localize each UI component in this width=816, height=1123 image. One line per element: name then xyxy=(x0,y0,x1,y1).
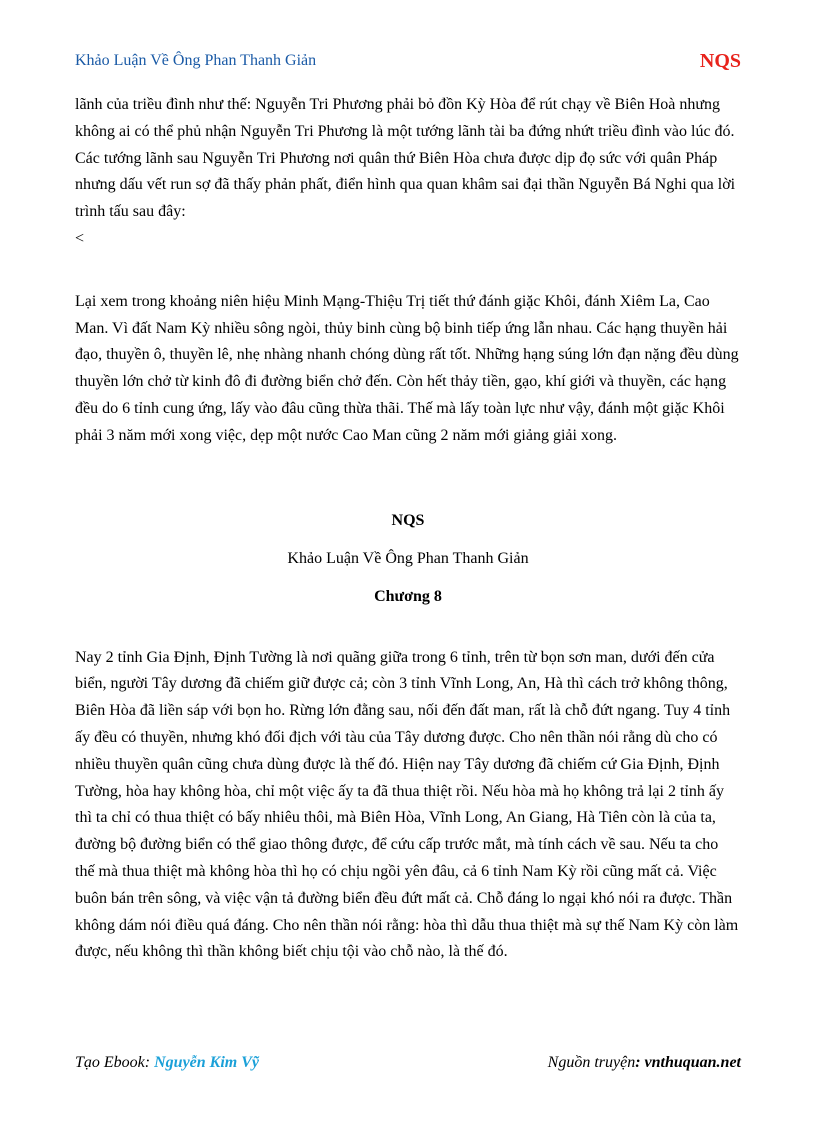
footer-separator: : xyxy=(144,1054,155,1071)
page-content xyxy=(75,92,741,966)
body-paragraph: Nay 2 tỉnh Gia Định, Định Tường là nơi quãng giữa trong 6 tỉnh, trên từ bọn sơn man, dưới đến cửa biển, người Tây dương đã chiếm giữ được cả; còn 3 tỉnh Vĩnh Long, An, Hà thì cách trở không thông, Biên Hòa đã liền sáp với bọn ho. Rừng lớn đằng sau, nối đến đất man, rất là chỗ đứt ngang. Tuy 4 tỉnh ấy đều có thuyền, nhưng khó đối địch với tàu của Tây dương được. Cho nên thần nói rằng dù cho có nhiều thuyền quân cũng chưa dùng được là thế đó. Hiện nay Tây dương đã chiếm cứ Gia Định, Định Tường, hòa hay không hòa, chỉ một việc ấy ta đã thua thiệt rồi. Nếu hòa mà họ không trả lại 2 tỉnh ấy thì ta chỉ có thua thiệt có bấy nhiêu thôi, mà Biên Hòa, Vĩnh Long, An Giang, Hà Tiên còn là của ta, đường bộ đường biển có thể giao thông được, để cứu cấp trước mắt, mà tính cách về sau. Nếu ta cho thế mà thua thiệt mà không hòa thì họ có chịu ngồi yên đâu, cả 6 tỉnh Nam Kỳ rồi cũng mất cả. Việc buôn bán trên sông, và việc vận tả đường biển đều đứt mất cả. Chỗ đáng lo ngại khó nói ra được. Thần không dám nói điều quá đáng. Cho nên thần nói rằng: hòa thì dẫu thua thiệt mà sự thế Nam Kỳ còn làm được, nếu không thì thần không biết chịu tội vào chỗ nào, là thế đó. xyxy=(75,648,739,961)
footer-ebook-label: Tạo Ebook xyxy=(75,1054,145,1071)
quote-marker: < xyxy=(75,229,85,247)
chapter-title: Chương 8 xyxy=(374,587,442,605)
body-paragraph: Lại xem trong khoảng niên hiệu Minh Mạng-Thiệu Trị tiết thứ đánh giặc Khôi, đánh Xiêm La, Cao Man. Vì đất Nam Kỳ nhiều sông ngòi, thủy binh cùng bộ binh tiếp ứng lẫn nhau. Các hạng thuyền hải đạo, thuyền ô, thuyền lê, nhẹ nhàng nhanh chóng dùng rất tốt. Những hạng súng lớn đạn nặng đều dùng thuyền lớn chở từ kinh đô đi đường biển chở đến. Còn hết thảy tiền, gạo, khí giới và thuyền, các hạng đều do 6 tỉnh cung ứng, lấy vào đâu cũng thừa thãi. Thế mà lấy toàn lực như vậy, đánh một giặc Khôi phải 3 năm mới xong việc, dẹp một nước Cao Man cũng 2 năm mới giảng giải xong. xyxy=(75,292,739,444)
footer-source-site[interactable]: vnthuquan.net xyxy=(644,1054,741,1071)
page-header xyxy=(75,50,741,78)
chapter-heading xyxy=(75,511,741,607)
footer-source-label: Nguồn truyện xyxy=(547,1054,636,1071)
header-book-title: Khảo Luận Về Ông Phan Thanh Giản xyxy=(75,52,317,69)
section-brand: NQS xyxy=(391,511,425,529)
page-footer xyxy=(75,1054,741,1076)
body-paragraph: lãnh của triều đình như thế: Nguyễn Tri Phương phải bỏ đồn Kỳ Hòa để rút chạy về Biên Hoà nhưng không ai có thể phủ nhận Nguyễn Tri Phương là một tướng lãnh tài ba đứng nhứt triều đình vào lúc đó. Các tướng lãnh sau Nguyễn Tri Phương nơi quân thứ Biên Hòa chưa được dịp đọ sức với quân Pháp nhưng dấu vết run sợ đã thấy phản phất, điển hình qua quan khâm sai đại thần Nguyễn Bá Nghi qua lời trình tấu sau đây: xyxy=(75,96,736,221)
header-brand: NQS xyxy=(699,50,741,72)
footer-source-credit xyxy=(548,1054,741,1072)
section-title: Khảo Luận Về Ông Phan Thanh Giản xyxy=(287,549,529,567)
footer-separator: : xyxy=(635,1054,645,1071)
footer-ebook-credit xyxy=(75,1054,259,1072)
footer-creator-name: Nguyễn Kim Vỹ xyxy=(154,1054,259,1071)
